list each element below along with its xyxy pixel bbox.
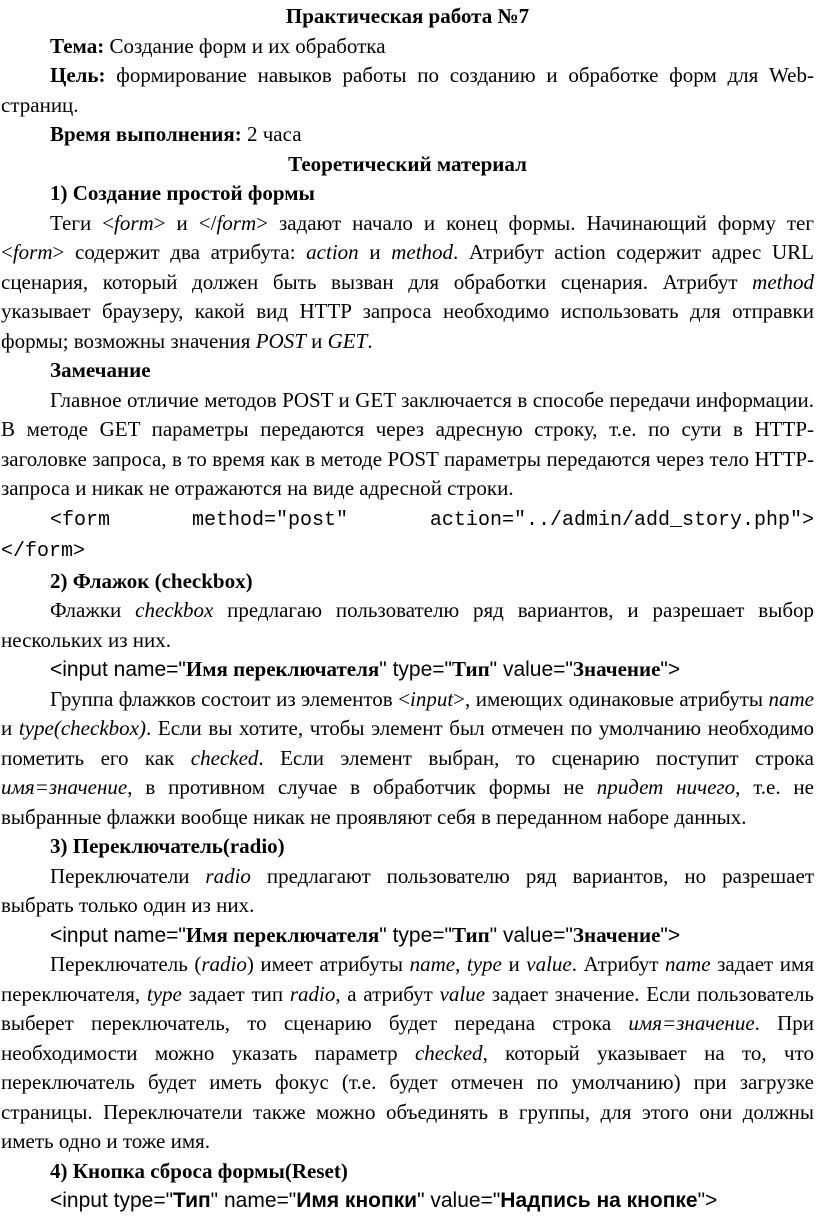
topic-text: Создание форм и их обработка (104, 33, 386, 58)
section-2-paragraph-2: Группа флажков состоит из элементов <input>, имеющих одинаковые атрибуты name и type(checkbox). Если вы хотите, чтобы элемент был отмечен по умолчанию необходимо пометить его как checked. Если элемент выбран, то сценарию поступит строка имя=значение, в противном случае в обработчик формы не придет ничего, т.е. не выбранные флажки вообще никак не проявляют себя в переданном наборе данных. (1, 686, 815, 829)
code-form-close: </form> (1, 540, 86, 563)
section-2-heading: 2) Флажок (checkbox) (50, 568, 253, 593)
section-2-code: <input name="Имя переключателя" type="Тип" value="Значение"> (50, 657, 681, 681)
section-3-heading: 3) Переключатель(radio) (50, 834, 285, 858)
section-3-code: <input name="Имя переключателя" type="Тип" value="Значение"> (50, 922, 681, 947)
topic-line (1, 32, 814, 62)
goal-label: Цель: (50, 63, 106, 87)
section-4-code: <input type="Тип" name="Имя кнопки" value="Надпись на кнопке"> (50, 1189, 718, 1212)
note-heading: Замечание (50, 358, 151, 382)
section-2-paragraph-1: Флажки checkbox предлагаю пользователю ряд вариантов, и разрешает выбор нескольких из них. (1, 598, 815, 652)
document-page (0, 2, 816, 1212)
section-4-heading: 4) Кнопка сброса формы(Reset) (50, 1158, 348, 1183)
code-form-open: <form method="post" action="../admin/add_story.php"> (50, 508, 814, 532)
theory-title: Теоретический материал (288, 151, 527, 176)
section-1-heading: 1) Создание простой формы (50, 181, 315, 205)
time-label: Время выполнения: (50, 122, 242, 146)
note-paragraph: Главное отличие методов POST и GET заключается в способе передачи информации. В методе GET параметры передаются через адресную строку, т.е. по сути в HTTP-заголовке запроса, в то время как в методе POST параметры передаются через тело HTTP-запроса и никак не отражаются на виде адресной строки. (1, 387, 814, 500)
code-form-close-line (1, 535, 814, 567)
goal-paragraph (1, 61, 814, 120)
section-3-paragraph-1: Переключатели radio предлагают пользователю ряд вариантов, но разрешает выбрать только один из них. (1, 863, 814, 917)
time-line (1, 120, 814, 150)
goal-text: формирование навыков работы по созданию и обработке форм для Web-страниц. (1, 63, 814, 117)
topic-label: Тема: (50, 33, 105, 58)
page-title: Практическая работа №7 (285, 4, 530, 28)
code-form-line (1, 504, 814, 536)
section-3-paragraph-2: Переключатель (radio) имеет атрибуты name, type и value. Атрибут name задает имя переключателя, type задает тип radio, а атрибут value задает значение. Если пользователь выберет переключатель, то сценарию будет передана строка имя=значение. При необходимости можно указать параметр checked, который указывает на то, что переключатель будет иметь фокус (т.е. будет отмечен по умолчанию) при загрузке страницы. Переключатели также можно объединять в группы, для этого они должны иметь одно и тоже имя. (1, 952, 815, 1153)
section-1-paragraph: Теги <form> и </form> задают начало и конец формы. Начинающий форму тег <form> содержит два атрибута: action и method. Атрибут action содержит адрес URL сценария, который должен быть вызван для обработки сценария. Атрибут method указывает браузеру, какой вид HTTP запроса необходимо использовать для отправки формы; возможны значения POST и GET. (1, 210, 814, 353)
time-text: 2 часа (241, 122, 302, 146)
